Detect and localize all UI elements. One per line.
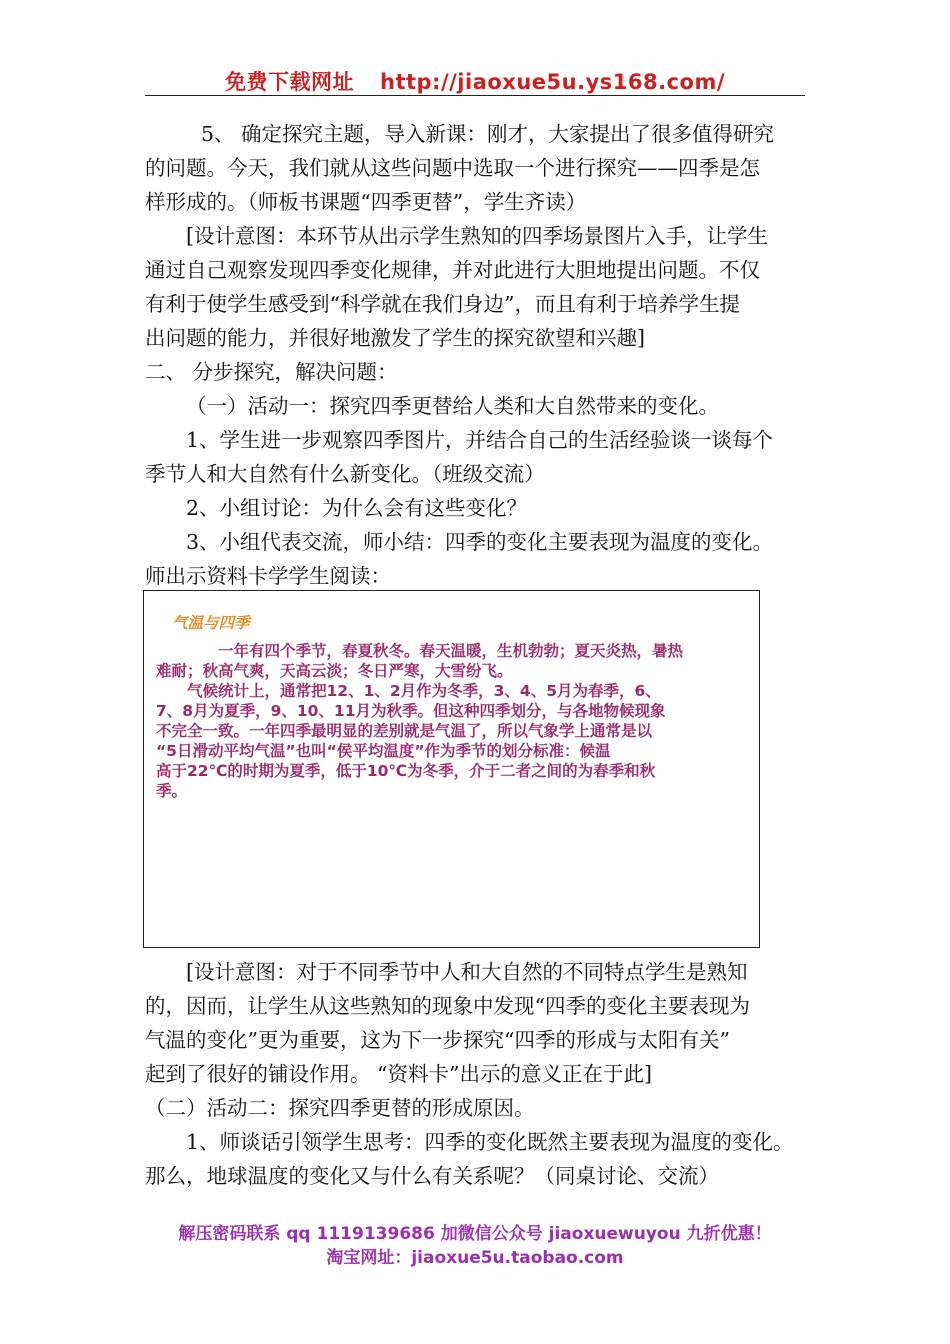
page-header: [0, 66, 950, 96]
info-card-line: 不完全一致。一年四季最明显的差别就是气温了，所以气象学上通常是以: [156, 722, 653, 740]
step-3-line-2: 师出示资料卡学学生阅读：: [145, 564, 391, 588]
info-card-line: 气候统计上，通常把12、1、2月作为冬季，3、4、5月为春季，6、: [187, 682, 661, 700]
paragraph-design-intent-3: 有利于使学生感受到“科学就在我们身边”，而且有利于培养学生提: [145, 292, 740, 316]
info-card-line: 一年有四个季节，春夏秋冬。春天温暖，生机勃勃；夏天炎热，暑热: [218, 642, 684, 660]
header-divider: [145, 95, 805, 96]
info-card-body: [156, 641, 754, 801]
design-intent-2-line-2: 的，因而，让学生从这些熟知的现象中发现“四季的变化主要表现为: [145, 994, 750, 1018]
paragraph-topic-2: 的问题。今天，我们就从这些问题中选取一个进行探究——四季是怎: [145, 156, 760, 180]
activity-2-step-1-line-1: 1、师谈话引领学生思考：四季的变化既然主要表现为温度的变化。: [186, 1130, 794, 1154]
step-1-line-1: 1、学生进一步观察四季图片，并结合自己的生活经验谈一谈每个: [186, 428, 774, 452]
step-1-line-2: 季节人和大自然有什么新变化。（班级交流）: [145, 462, 545, 486]
design-intent-2-line-3: 气温的变化”更为重要，这为下一步探究“四季的形成与太阳有关”: [145, 1028, 730, 1052]
info-card-line: 季。: [156, 782, 188, 800]
activity-2-heading: （二）活动二：探究四季更替的形成原因。: [145, 1096, 535, 1120]
info-card-title: 气温与四季: [172, 614, 250, 632]
info-card-line: 难耐；秋高气爽，天高云淡；冬日严寒，大雪纷飞。: [156, 662, 513, 680]
info-card-line: “5日滑动平均气温”也叫“侯平均温度”作为季节的划分标准：候温: [156, 742, 611, 760]
step-2: 2、小组讨论：为什么会有这些变化？: [186, 496, 528, 520]
design-intent-2-line-4: 起到了很好的铺设作用。 “资料卡”出示的意义正在于此]: [145, 1062, 652, 1086]
footer-shop-link[interactable]: 淘宝网址：jiaoxue5u.taobao.com: [326, 1248, 624, 1268]
activity-1-heading: （一）活动一：探究四季更替给人类和大自然带来的变化。: [186, 394, 719, 418]
info-card-line: 高于22℃的时期为夏季，低于10℃为冬季，介于二者之间的为春季和秋: [156, 762, 656, 780]
paragraph-design-intent-1: [设计意图：本环节从出示学生熟知的四季场景图片入手，让学生: [186, 224, 768, 248]
footer-contact: 解压密码联系 qq 1119139686 加微信公众号 jiaoxuewuyou 九折优惠！: [178, 1224, 772, 1244]
design-intent-2-line-1: [设计意图：对于不同季节中人和大自然的不同特点学生是熟知: [186, 960, 748, 984]
paragraph-design-intent-4: 出问题的能力，并很好地激发了学生的探究欲望和兴趣]: [145, 326, 645, 350]
info-card: [143, 590, 760, 948]
step-3-line-1: 3、小组代表交流，师小结：四季的变化主要表现为温度的变化。: [186, 530, 774, 554]
activity-2-step-1-line-2: 那么，地球温度的变化又与什么有关系呢？（同桌讨论、交流）: [145, 1164, 719, 1188]
header-url-link[interactable]: http://jiaoxue5u.ys168.com/: [380, 70, 725, 94]
paragraph-design-intent-2: 通过自己观察发现四季变化规律，并对此进行大胆地提出问题。不仅: [145, 258, 760, 282]
section-heading-2: 二、 分步探究，解决问题：: [145, 360, 398, 384]
header-label: 免费下载网址: [225, 70, 354, 94]
paragraph-topic-1: 5、 确定探究主题，导入新课：刚才，大家提出了很多值得研究: [201, 122, 775, 146]
info-card-line: 7、8月为夏季，9、10、11月为秋季。但这种四季划分，与各地物候现象: [156, 702, 666, 720]
paragraph-topic-3: 样形成的。（师板书课题“四季更替”，学生齐读）: [145, 190, 587, 214]
